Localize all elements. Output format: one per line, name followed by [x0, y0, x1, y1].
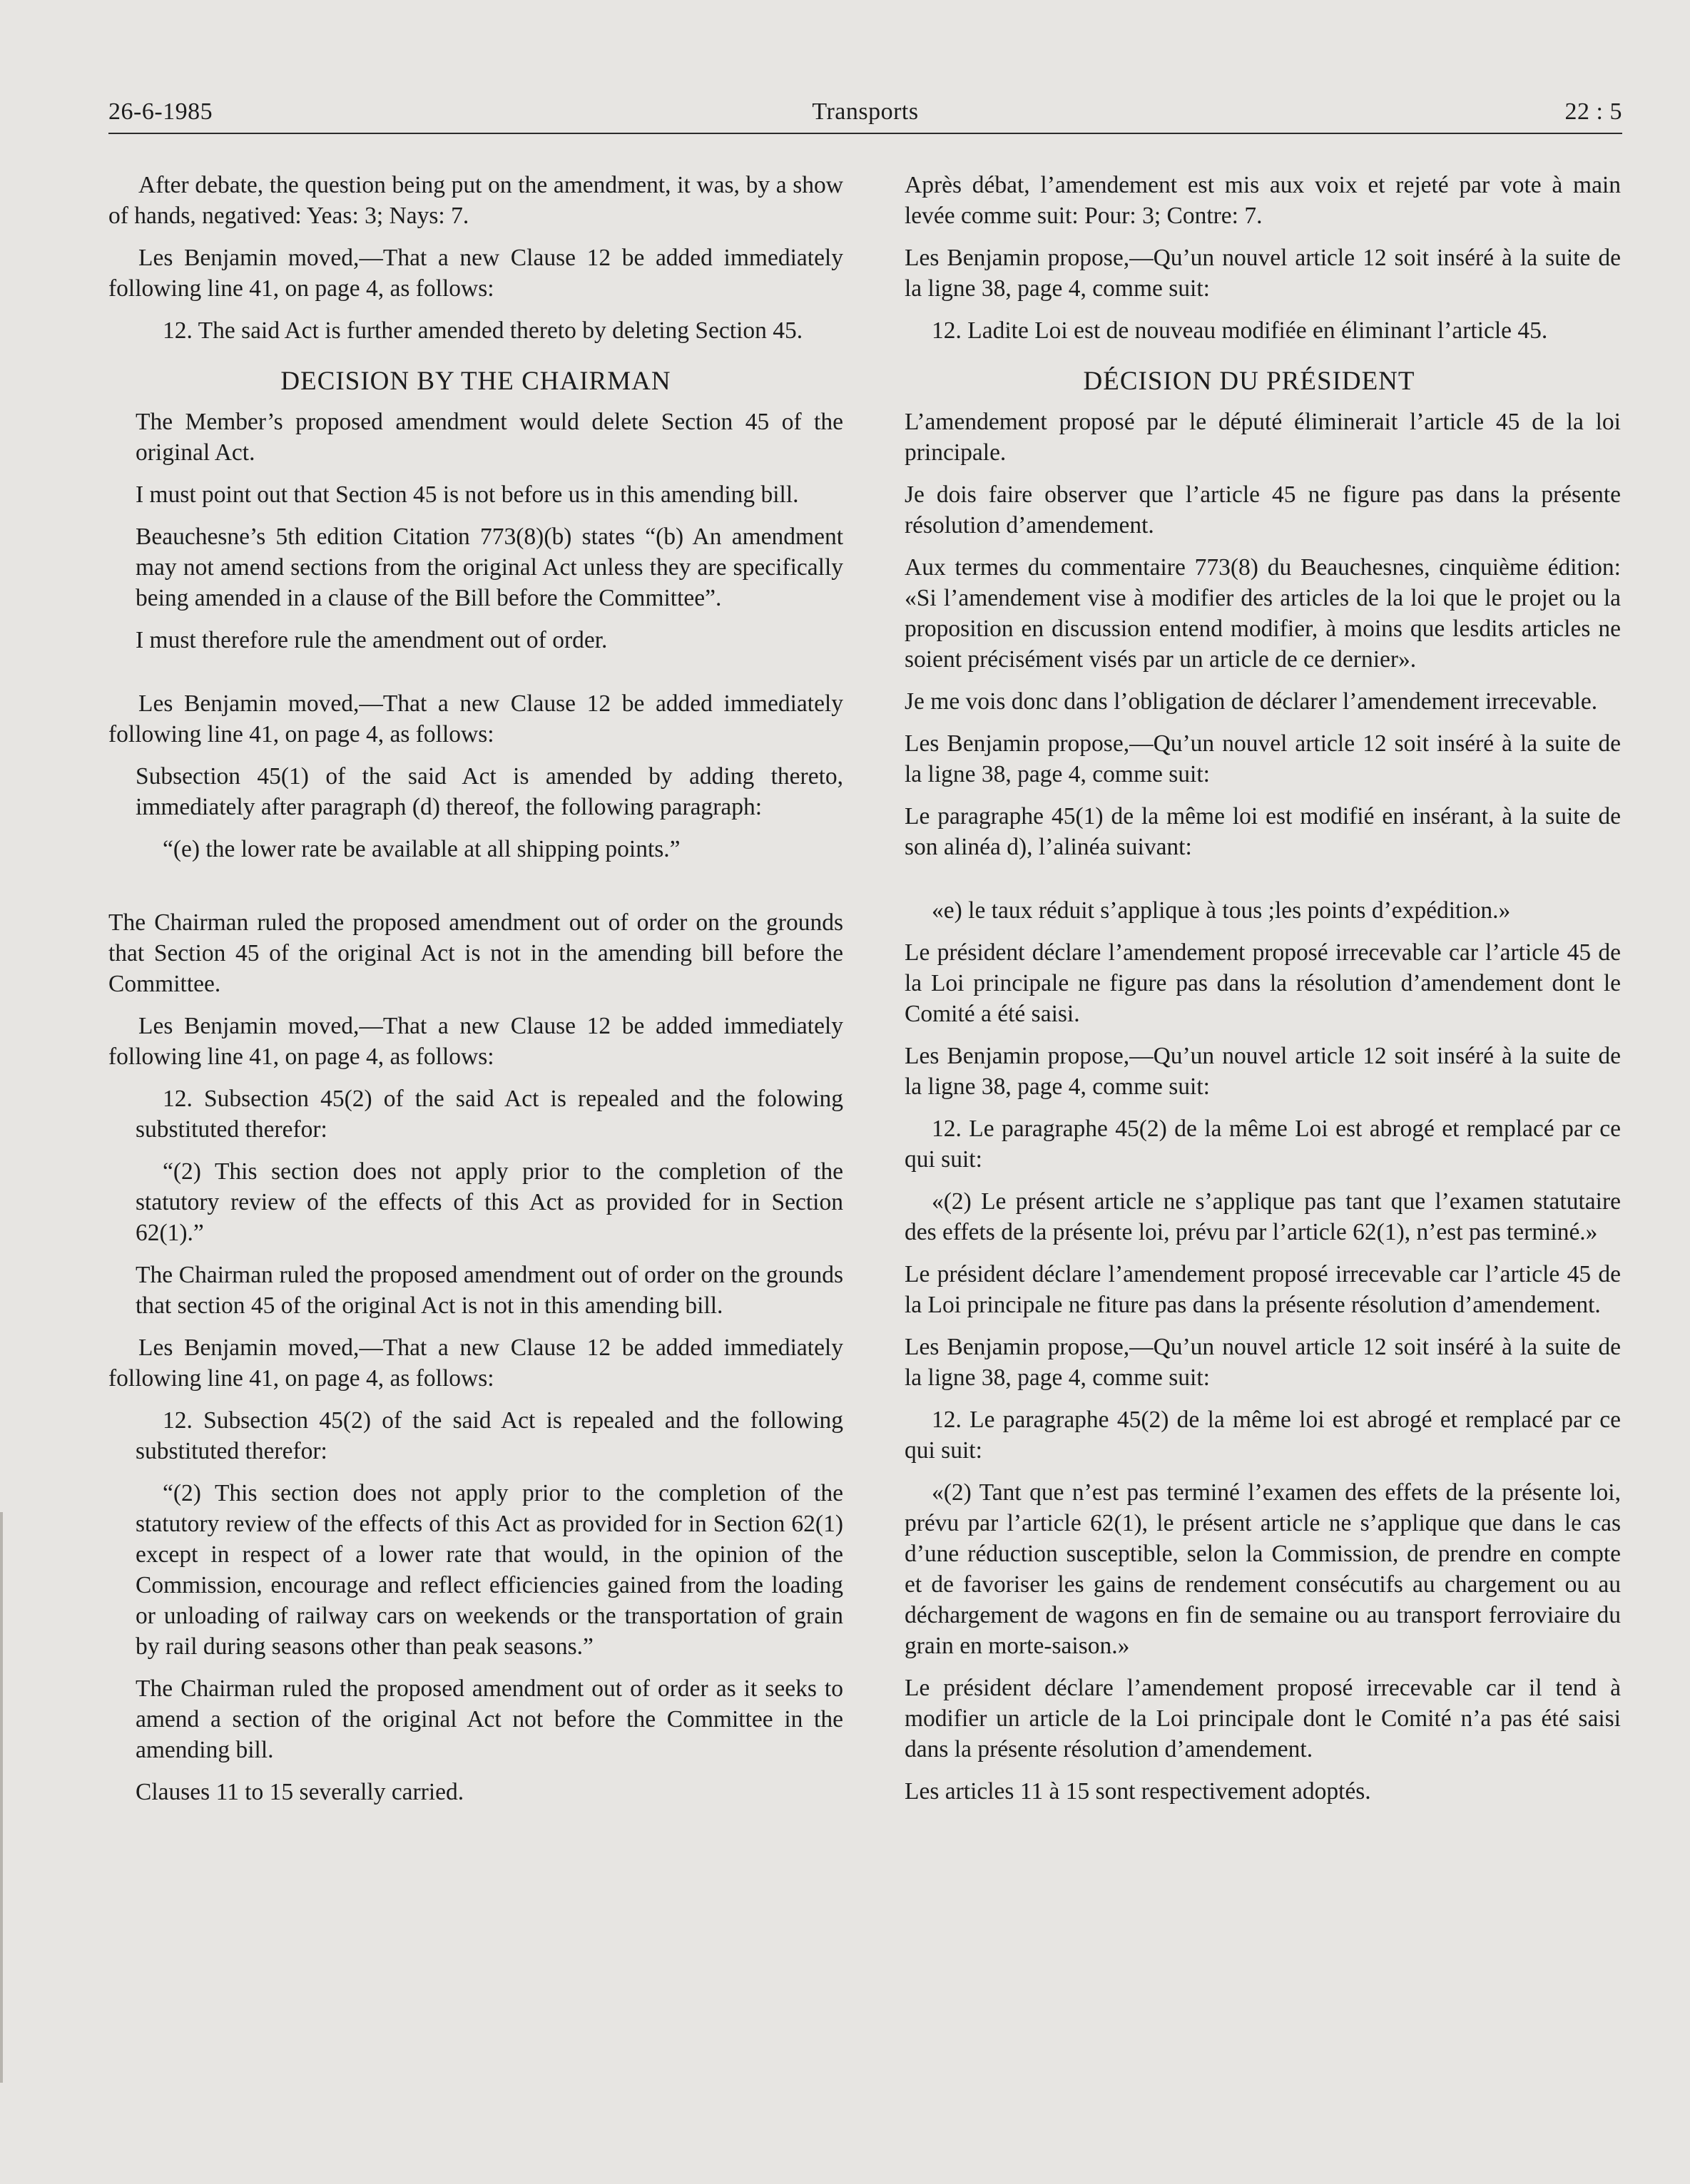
quoted-clause: Subsection 45(1) of the said Act is amended by adding thereto, immediately after paragraph (d) thereof, the following paragraph: — [136, 763, 843, 820]
paragraph: Les Benjamin moved,—That a new Clause 12 be added immediately following line 41, on page 4, as follows: — [108, 245, 843, 302]
paragraph: The Chairman ruled the proposed amendment out of order on the grounds that Section 45 of the original Act is not in the amending bill before the Committee. — [108, 909, 843, 997]
header-rule — [108, 133, 1622, 134]
quoted-clause: «(2) Tant que n’est pas terminé l’examen des effets de la présente loi, prévu par l’article 62(1), le présent article ne s’applique que dans le cas d’une réduction susceptible, selon la Commission, de prendre en compte et de favoriser les gains de rendement consécutifs au chargement ou au déchargement de wagons en fin de semaine ou au transport ferroviaire du grain en morte-saison.» — [905, 1479, 1621, 1659]
spacer — [877, 874, 1621, 895]
header-page-number: 22 : 5 — [1564, 98, 1622, 125]
section-heading: DECISION BY THE CHAIRMAN — [280, 367, 671, 396]
paragraph: The Chairman ruled the proposed amendment out of order as it seeks to amend a section of the original Act not before the Committee in the amending bill. — [136, 1675, 843, 1763]
paragraph: Le président déclare l’amendement proposé irrecevable car l’article 45 de la Loi principale ne figure pas dans la résolution d’amendement dont le Comité a été saisi. — [905, 939, 1621, 1027]
paragraph: Après débat, l’amendement est mis aux voix et rejeté par vote à main levée comme suit: Pour: 3; Contre: 7. — [905, 172, 1621, 229]
paragraph: Les Benjamin propose,—Qu’un nouvel article 12 soit inséré à la suite de la ligne 38, page 4, comme suit: — [905, 1334, 1621, 1391]
quoted-clause: 12. Le paragraphe 45(2) de la même Loi est abrogé et remplacé par ce qui suit: — [905, 1116, 1621, 1173]
paragraph: Les Benjamin moved,—That a new Clause 12 be added immediately following line 41, on page 4, as follows: — [108, 690, 843, 747]
quoted-clause: 12. The said Act is further amended thereto by deleting Section 45. — [163, 317, 803, 344]
paragraph: Je me vois donc dans l’obligation de déclarer l’amendement irrecevable. — [905, 688, 1598, 715]
paragraph: Aux termes du commentaire 773(8) du Beauchesnes, cinquième édition: «Si l’amendement vise à modifier des articles de la loi que le projet ou la proposition en discussion entend modifier, à moins que lesdits articles ne soient précisément visés par un article de ce dernier». — [905, 554, 1621, 673]
quoted-clause: “(2) This section does not apply prior to the completion of the statutory review of the effects of this Act as provided for in Section 62(1).” — [136, 1158, 843, 1246]
quoted-clause: «(2) Le présent article ne s’applique pas tant que l’examen statutaire des effets de la présente loi, prévu par l’article 62(1), n’est pas terminé.» — [905, 1188, 1621, 1245]
paragraph: Les Benjamin propose,—Qu’un nouvel article 12 soit inséré à la suite de la ligne 38, page 4, comme suit: — [905, 730, 1621, 787]
paragraph: Le président déclare l’amendement proposé irrecevable car l’article 45 de la Loi principale ne fiture pas dans la présente résolution d’amendement. — [905, 1261, 1621, 1318]
paragraph: L’amendement proposé par le député éliminerait l’article 45 de la loi principale. — [905, 409, 1621, 466]
quoted-clause: “(2) This section does not apply prior to the completion of the statutory review of the effects of this Act as provided for in Section 62(1) except in respect of a lower rate that would, in the opinion of the Commission, encourage and reflect efficiencies gained from the loading or unloading of railway cars on weekends or the transportation of grain by rail during seasons other than peak seasons.” — [136, 1480, 843, 1660]
paragraph: After debate, the question being put on the amendment, it was, by a show of hands, negatived: Yeas: 3; Nays: 7. — [108, 172, 843, 229]
paragraph: Les Benjamin propose,—Qu’un nouvel article 12 soit inséré à la suite de la ligne 38, page 4, comme suit: — [905, 245, 1621, 302]
quoted-clause: 12. Subsection 45(2) of the said Act is repealed and the following substituted therefor: — [136, 1407, 843, 1464]
paragraph: I must therefore rule the amendment out of order. — [136, 627, 608, 653]
running-header — [108, 98, 1622, 133]
spacer — [108, 667, 843, 688]
spacer — [108, 876, 843, 907]
quoted-clause: «e) le taux réduit s’applique à tous ;les points d’expédition.» — [932, 897, 1511, 924]
section-heading: DÉCISION DU PRÉSIDENT — [1083, 367, 1415, 396]
quoted-clause: 12. Ladite Loi est de nouveau modifiée en éliminant l’article 45. — [932, 317, 1548, 344]
french-column — [877, 170, 1621, 1818]
paragraph: Les Benjamin moved,—That a new Clause 12 be added immediately following line 41, on page 4, as follows: — [108, 1013, 843, 1070]
paragraph: Je dois faire observer que l’article 45 ne figure pas dans la présente résolution d’amendement. — [905, 481, 1621, 539]
paragraph: Beauchesne’s 5th edition Citation 773(8)(b) states “(b) An amendment may not amend sections from the original Act unless they are specifically being amended in a clause of the Bill before the Committee”. — [136, 524, 843, 611]
paragraph: Les Benjamin propose,—Qu’un nouvel article 12 soit inséré à la suite de la ligne 38, page 4, comme suit: — [905, 1043, 1621, 1100]
paragraph: The Chairman ruled the proposed amendment out of order on the grounds that section 45 of the original Act is not in this amending bill. — [136, 1262, 843, 1319]
paragraph: Les Benjamin moved,—That a new Clause 12 be added immediately following line 41, on page 4, as follows: — [108, 1335, 843, 1392]
quoted-clause: Le paragraphe 45(1) de la même loi est modifié en insérant, à la suite de son alinéa d), l’alinéa suivant: — [905, 803, 1621, 860]
quoted-clause: “(e) the lower rate be available at all shipping points.” — [163, 836, 681, 862]
paragraph: I must point out that Section 45 is not before us in this amending bill. — [136, 481, 799, 508]
paragraph: The Member’s proposed amendment would delete Section 45 of the original Act. — [136, 409, 843, 466]
paragraph: Le président déclare l’amendement proposé irrecevable car il tend à modifier un article de la Loi principale dont le Comité n’a pas été saisi dans la présente résolution d’amendement. — [905, 1675, 1621, 1762]
english-column — [108, 170, 843, 1819]
quoted-clause: 12. Subsection 45(2) of the said Act is repealed and the folowing substituted therefor: — [136, 1086, 843, 1143]
header-date: 26-6-1985 — [108, 98, 213, 125]
paragraph: Les articles 11 à 15 sont respectivement adoptés. — [905, 1778, 1371, 1805]
scan-edge-shadow — [0, 1512, 3, 2083]
header-title: Transports — [812, 98, 919, 125]
quoted-clause: 12. Le paragraphe 45(2) de la même loi est abrogé et remplacé par ce qui suit: — [905, 1407, 1621, 1464]
paragraph: Clauses 11 to 15 severally carried. — [136, 1779, 464, 1805]
